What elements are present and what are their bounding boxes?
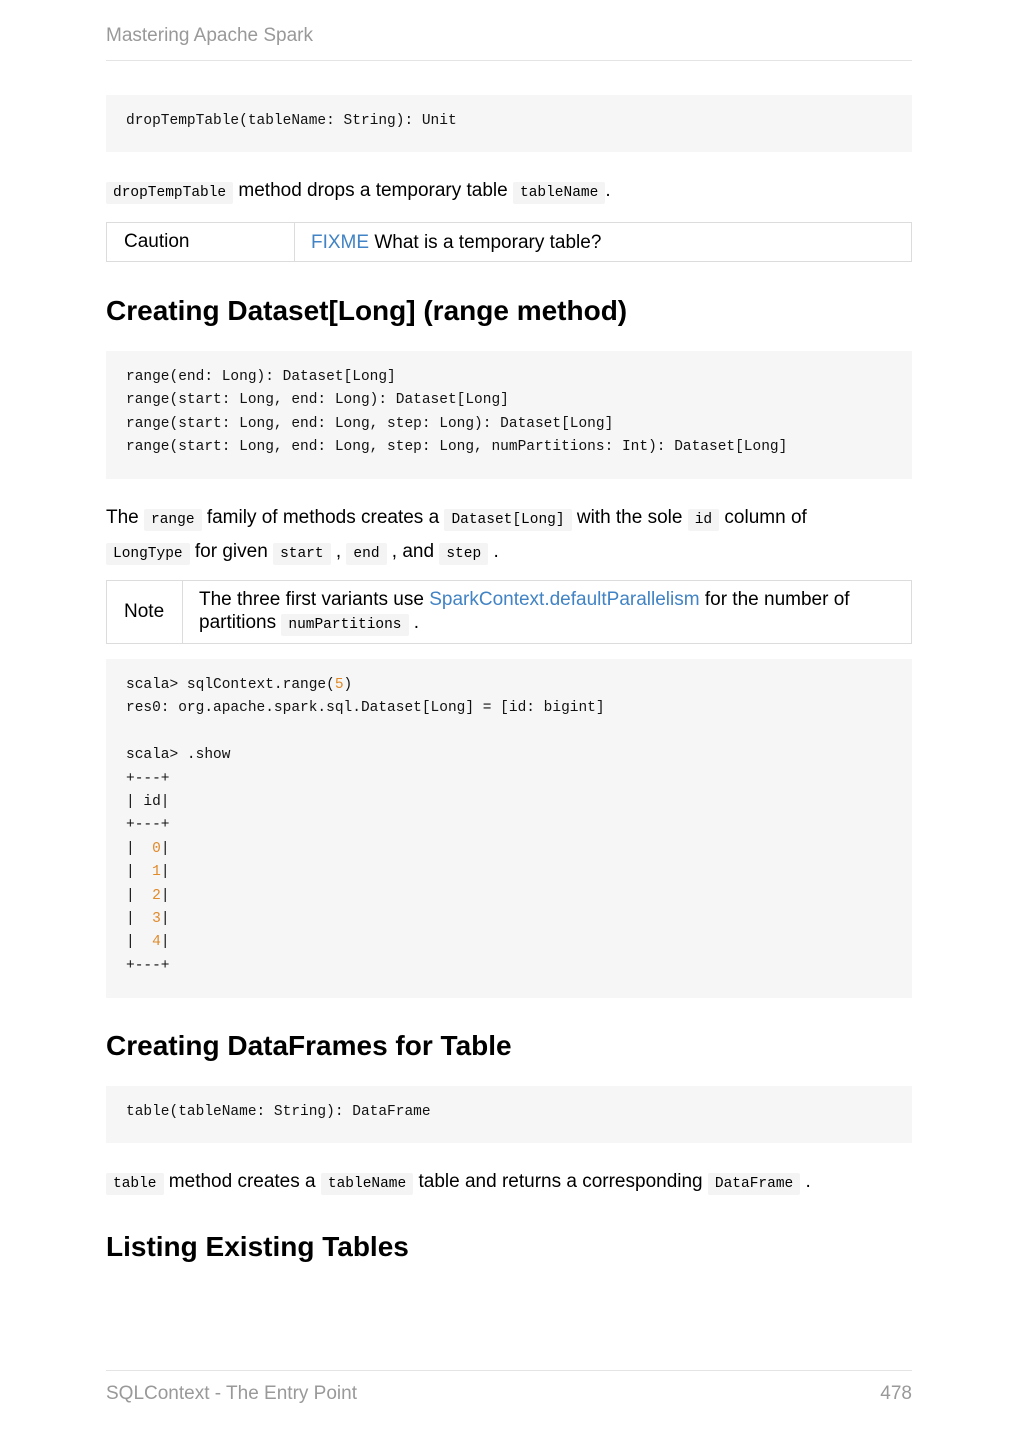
text: .	[488, 541, 499, 562]
caution-label: Caution	[107, 223, 295, 261]
caution-body	[295, 223, 601, 261]
code-line	[126, 861, 892, 884]
number-literal: 2	[152, 887, 161, 904]
footer-divider	[106, 1370, 912, 1371]
caution-text: What is a temporary table?	[369, 231, 602, 253]
text: method drops a temporary table	[233, 180, 513, 201]
code-text: |	[126, 864, 153, 881]
range-description	[106, 502, 912, 570]
footer-chapter-title: SQLContext - The Entry Point	[106, 1383, 357, 1404]
drop-temp-table-code-block	[106, 95, 912, 152]
text: The three first variants use	[199, 588, 430, 610]
inline-code: tableName	[321, 1173, 413, 1195]
number-literal: 4	[152, 934, 161, 951]
text: method creates a	[163, 1171, 321, 1192]
inline-code: range	[144, 509, 202, 531]
paragraph-line	[106, 536, 912, 570]
range-signatures-code-block	[106, 351, 912, 479]
code-text: |	[126, 910, 153, 927]
code-text: |	[126, 887, 153, 904]
code-text: |	[160, 864, 170, 881]
inline-code: dropTempTable	[106, 182, 233, 204]
code-line: dropTempTable(tableName: String): Unit	[126, 113, 457, 129]
caution-box	[106, 222, 912, 262]
inline-code: Dataset[Long]	[444, 509, 571, 531]
text: family of methods creates a	[201, 507, 445, 528]
code-line	[126, 838, 892, 861]
code-line: | id|	[126, 793, 170, 810]
text: partitions	[199, 611, 282, 633]
text: , and	[386, 541, 440, 562]
text: with the sole	[571, 507, 688, 528]
code-line	[126, 931, 892, 954]
code-line: res0: org.apache.spark.sql.Dataset[Long] = [id: bigint]	[126, 700, 605, 717]
text: for the number of	[699, 588, 850, 610]
code-line: +---+	[126, 817, 170, 834]
code-line: range(end: Long): Dataset[Long]	[126, 369, 396, 385]
code-text: |	[126, 840, 153, 857]
section-heading-table: Creating DataFrames for Table	[106, 1030, 512, 1061]
code-line	[126, 908, 892, 931]
code-line: scala> .show	[126, 747, 231, 764]
code-line: range(start: Long, end: Long): Dataset[Long]	[126, 392, 509, 409]
inline-code: id	[688, 509, 719, 531]
number-literal: 5	[334, 677, 344, 693]
inline-code: step	[439, 543, 488, 565]
running-header: Mastering Apache Spark	[106, 25, 314, 46]
header-divider	[106, 60, 912, 61]
text: .	[605, 180, 611, 201]
number-literal: 0	[152, 840, 161, 857]
code-line: +---+	[126, 770, 170, 787]
text: column of	[719, 507, 807, 528]
inline-code: tableName	[513, 182, 605, 204]
repl-example-code-block	[106, 659, 912, 998]
default-parallelism-link[interactable]: SparkContext.defaultParallelism	[429, 588, 700, 610]
code-line	[126, 885, 892, 908]
code-text: )	[343, 677, 353, 693]
code-text: |	[160, 910, 170, 927]
number-literal: 1	[152, 864, 161, 881]
text: The	[106, 507, 145, 528]
text: table and returns a corresponding	[413, 1171, 708, 1192]
code-line	[126, 721, 892, 744]
code-line: range(start: Long, end: Long, step: Long, numPartitions: Int): Dataset[Long]	[126, 439, 788, 456]
text: .	[800, 1171, 811, 1192]
note-label: Note	[107, 581, 183, 643]
code-line: table(tableName: String): DataFrame	[126, 1104, 431, 1120]
note-line	[199, 611, 850, 637]
code-text: |	[160, 934, 170, 951]
inline-code: end	[346, 543, 386, 565]
section-heading-range: Creating Dataset[Long] (range method)	[106, 295, 628, 326]
code-line	[126, 674, 892, 697]
code-text: |	[160, 887, 170, 904]
inline-code: numPartitions	[281, 614, 408, 636]
inline-code: start	[273, 543, 331, 565]
text: .	[408, 611, 420, 633]
drop-temp-table-description	[106, 175, 912, 209]
text: for given	[189, 541, 274, 562]
code-line: +---+	[126, 957, 170, 974]
table-signature-code-block	[106, 1086, 912, 1143]
code-text: |	[160, 840, 170, 857]
inline-code: DataFrame	[708, 1173, 800, 1195]
code-text: |	[126, 934, 153, 951]
paragraph-line	[106, 502, 912, 536]
inline-code: table	[106, 1173, 164, 1195]
note-line	[199, 588, 850, 611]
table-description	[106, 1166, 912, 1200]
code-text: scala> sqlContext.range(	[126, 677, 335, 693]
inline-code: LongType	[106, 543, 190, 565]
fixme-link[interactable]: FIXME	[311, 231, 370, 253]
section-heading-listing: Listing Existing Tables	[106, 1231, 409, 1262]
text: ,	[330, 541, 347, 562]
code-line: range(start: Long, end: Long, step: Long): Dataset[Long]	[126, 415, 614, 432]
number-literal: 3	[152, 910, 161, 927]
footer-page-number: 478	[880, 1383, 912, 1404]
note-box	[106, 580, 912, 644]
note-body	[183, 581, 850, 643]
